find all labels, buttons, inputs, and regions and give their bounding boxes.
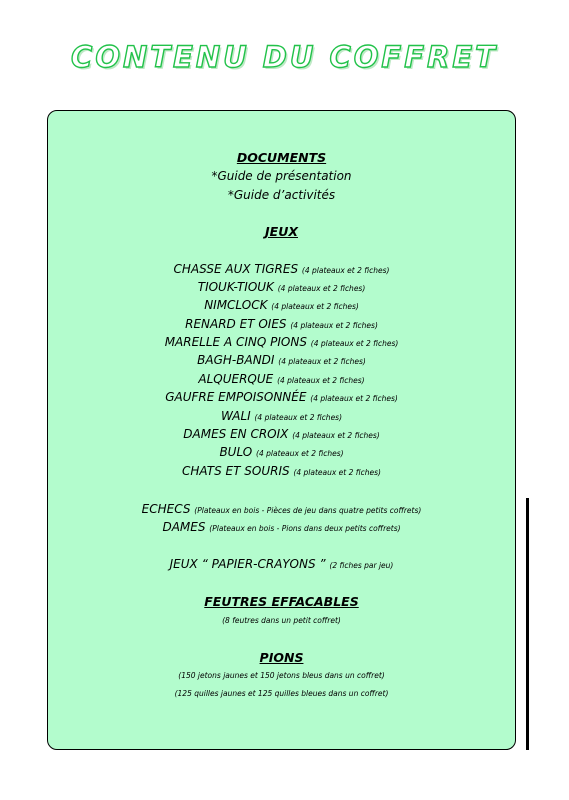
jeux-item-name: MARELLE A CINQ PIONS [164, 335, 307, 349]
bois-item-name: DAMES [162, 520, 206, 534]
jeux-item [47, 317, 516, 331]
jeux-item-name: BAGH-BANDI [197, 353, 275, 367]
jeux-item [47, 372, 516, 386]
jeux-item-note: (4 plateaux et 2 fiches) [277, 376, 365, 385]
jeux-item [47, 390, 516, 404]
jeux-item [47, 262, 516, 276]
feutres-note: (8 feutres dans un petit coffret) [222, 616, 341, 625]
jeux-item [47, 445, 516, 459]
jeux-item-name: WALI [220, 409, 251, 423]
jeux-item-name: DAMES EN CROIX [183, 427, 289, 441]
jeux-heading: JEUX [265, 224, 298, 239]
papier-crayons-note: (2 fiches par jeu) [329, 561, 394, 570]
jeux-item-name: RENARD ET OIES [185, 317, 287, 331]
jeux-item-note: (4 plateaux et 2 fiches) [271, 302, 359, 311]
jeux-item-name: CHATS ET SOURIS [182, 464, 290, 478]
feutres-heading: FEUTRES EFFACABLES [204, 594, 359, 609]
jeux-item-name: GAUFRE EMPOISONNÉE [165, 390, 307, 404]
bois-item-note: (Plateaux en bois - Pièces de jeu dans quatre petits coffrets) [194, 506, 422, 515]
jeux-item-name: NIMCLOCK [204, 298, 268, 312]
pions-note-jetons: (150 jetons jaunes et 150 jetons bleus dans un coffret) [178, 671, 385, 680]
right-rule [526, 498, 529, 750]
jeux-item [47, 464, 516, 478]
jeux-item-note: (4 plateaux et 2 fiches) [290, 321, 378, 330]
jeux-item-name: ALQUERQUE [198, 372, 274, 386]
pions-heading: PIONS [259, 650, 304, 665]
bois-item [47, 520, 516, 534]
jeux-item-name: CHASSE AUX TIGRES [173, 262, 299, 276]
bois-item-note: (Plateaux en bois - Pions dans deux petits coffrets) [209, 524, 401, 533]
jeux-item [47, 280, 516, 294]
jeux-item-note: (4 plateaux et 2 fiches) [278, 357, 366, 366]
jeux-item-note: (4 plateaux et 2 fiches) [301, 266, 390, 275]
jeux-item [47, 353, 516, 367]
jeux-item-name: TIOUK-TIOUK [197, 280, 274, 294]
bois-item [47, 502, 516, 516]
jeux-item [47, 335, 516, 349]
jeux-item [47, 409, 516, 423]
jeux-item-note: (4 plateaux et 2 fiches) [256, 449, 344, 458]
jeux-item [47, 427, 516, 441]
papier-crayons [47, 557, 516, 571]
jeux-item-note: (4 plateaux et 2 fiches) [254, 413, 343, 422]
jeux-item-name: BULO [219, 445, 253, 459]
jeux-item-note: (4 plateaux et 2 fiches) [310, 394, 398, 403]
pions-note-quilles: (125 quilles jaunes et 125 quilles bleues dans un coffret) [174, 689, 389, 698]
page-title: CONTENU DU COFFRET [71, 40, 498, 74]
jeux-item-note: (4 plateaux et 2 fiches) [292, 431, 380, 440]
papier-crayons-name: JEUX “ PAPIER-CRAYONS ” [169, 557, 326, 571]
bois-item-name: ECHECS [141, 502, 191, 516]
jeux-item-note: (4 plateaux et 2 fiches) [310, 339, 399, 348]
documents-item-guide-activites: *Guide d’activités [227, 188, 336, 202]
documents-heading: DOCUMENTS [236, 150, 327, 165]
documents-item-guide-presentation: *Guide de présentation [211, 169, 352, 183]
jeux-item-note: (4 plateaux et 2 fiches) [293, 468, 381, 477]
jeux-item-note: (4 plateaux et 2 fiches) [277, 284, 366, 293]
jeux-item [47, 298, 516, 312]
